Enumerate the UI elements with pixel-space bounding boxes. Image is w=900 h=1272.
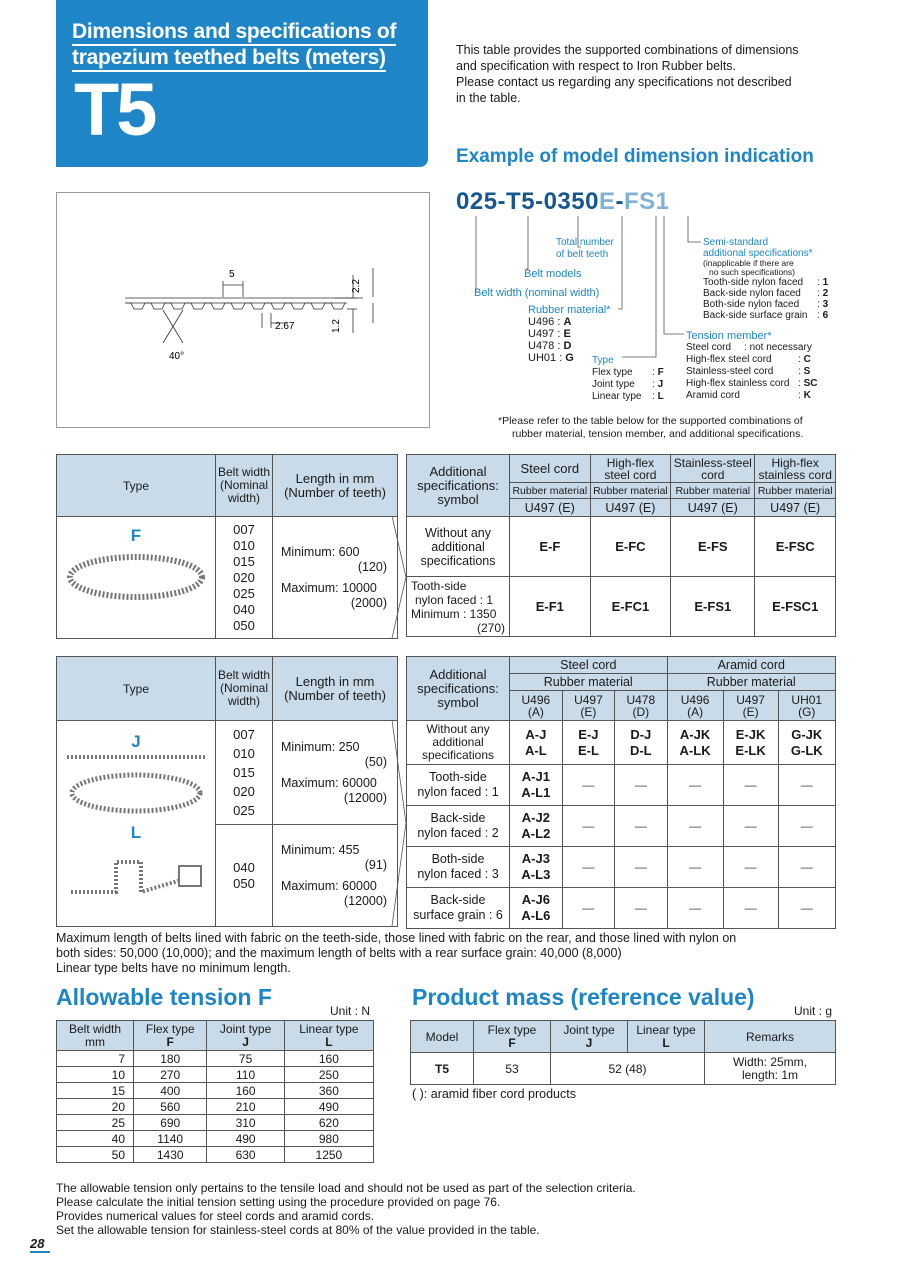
h-remarks: Remarks bbox=[705, 1021, 836, 1053]
dash-cell: — bbox=[615, 806, 667, 847]
rubber-item: UH01 : G bbox=[528, 352, 574, 364]
footer-line: The allowable tension only pertains to the tensile load and should not be used as part of the selection criteria. bbox=[56, 1181, 636, 1195]
tension-row: 25 690 310 620 bbox=[57, 1115, 374, 1131]
belt-profile-drawing bbox=[57, 193, 429, 427]
code-cell: A-J A-L bbox=[510, 721, 563, 765]
intro-line: in the table. bbox=[456, 91, 521, 105]
tension-title-f: F bbox=[257, 984, 272, 1010]
mass-unit: Unit : g bbox=[794, 1004, 833, 1018]
h-linear: Linear type L bbox=[628, 1021, 705, 1053]
table-f-left bbox=[56, 454, 398, 639]
widths-f: 007 010 015 020 025 040 050 bbox=[216, 517, 273, 639]
intro-line: This table provides the supported combinations of dimensions bbox=[456, 43, 799, 57]
note-line: Linear type belts have no minimum length. bbox=[56, 961, 291, 975]
code-cell: E-JK E-LK bbox=[723, 721, 778, 765]
length-f: Minimum: 600 (120) Maximum: 10000 (2000) bbox=[273, 517, 398, 639]
code-cell: E-F bbox=[510, 517, 591, 577]
h-steel-cord: Steel cord bbox=[510, 657, 668, 674]
tension-row: 40 1140 490 980 bbox=[57, 1131, 374, 1147]
type-jl-cell bbox=[57, 721, 216, 927]
note-line: rubber material, tension member, and additional specifications. bbox=[512, 428, 804, 440]
intro-line: and specification with respect to Iron Rubber belts. bbox=[456, 59, 737, 73]
h-type: Type bbox=[57, 657, 216, 721]
row-label: Without any additional specifications bbox=[407, 721, 510, 765]
h-additional: Additional specifications: symbol bbox=[407, 455, 510, 517]
code-rubber: E bbox=[598, 188, 616, 215]
h-flex: Flex type F bbox=[474, 1021, 551, 1053]
type-l-label: L bbox=[130, 823, 142, 842]
semi-standard-list bbox=[703, 237, 828, 321]
dim-angle: 40° bbox=[169, 351, 185, 362]
mass-table bbox=[410, 1020, 836, 1085]
dash-cell: — bbox=[778, 847, 835, 888]
row-tooth-side bbox=[407, 765, 836, 806]
type-list bbox=[592, 355, 664, 403]
semi-item: Back-side surface grain : 6 bbox=[703, 310, 829, 321]
tension-item: Steel cord : not necessary bbox=[686, 342, 812, 353]
h-rubber: Rubber material bbox=[755, 483, 836, 499]
mass-row bbox=[411, 1053, 836, 1085]
model-title: T5 bbox=[74, 68, 155, 151]
dash-cell: — bbox=[667, 847, 723, 888]
mass-model: T5 bbox=[411, 1053, 474, 1085]
type-j-label: J bbox=[131, 732, 141, 751]
mass-joint-linear: 52 (48) bbox=[551, 1053, 705, 1085]
label-line: of belt teeth bbox=[556, 249, 609, 260]
label-total-teeth bbox=[556, 237, 614, 261]
h-joint: Joint type J bbox=[207, 1021, 284, 1051]
profile-diagram bbox=[56, 192, 430, 428]
belt-j-image bbox=[61, 749, 211, 821]
table-jl-left bbox=[56, 656, 398, 927]
label-belt-models: Belt models bbox=[524, 268, 582, 280]
row-surface-grain bbox=[407, 888, 836, 929]
h-type: Type bbox=[57, 455, 216, 517]
h-rubber-u497: U497 (E) bbox=[510, 499, 591, 517]
h-steel-cord: Steel cord bbox=[510, 455, 591, 483]
row-label: Back-side nylon faced : 2 bbox=[407, 806, 510, 847]
code-cell: E-FSC bbox=[755, 517, 836, 577]
semi-item: Back-side nylon faced : 2 bbox=[703, 288, 829, 299]
row-label: Both-side nylon faced : 3 bbox=[407, 847, 510, 888]
tension-row: 50 1430 630 1250 bbox=[57, 1147, 374, 1163]
h-rubber-u497: U497 (E) bbox=[562, 691, 614, 721]
header-title-line1: Dimensions and specifications of bbox=[72, 20, 396, 46]
dash-cell: — bbox=[723, 765, 778, 806]
footer-notes bbox=[56, 1181, 856, 1237]
dash-cell: — bbox=[778, 888, 835, 929]
header-title bbox=[72, 20, 396, 72]
row-both-side bbox=[407, 847, 836, 888]
h-width: Belt width (Nominal width) bbox=[216, 455, 273, 517]
h-rubber: Rubber material bbox=[667, 674, 835, 691]
h-rubber-u496: U496 (A) bbox=[667, 691, 723, 721]
dim-height: 2.2 bbox=[351, 279, 362, 293]
belt-l-image bbox=[61, 840, 211, 910]
mass-flex: 53 bbox=[474, 1053, 551, 1085]
code-cell: A-JK A-LK bbox=[667, 721, 723, 765]
h-width: Belt width (Nominal width) bbox=[216, 657, 273, 721]
semi-item: Both-side nylon faced : 3 bbox=[703, 299, 829, 310]
mass-note: ( ): aramid fiber cord products bbox=[412, 1087, 576, 1101]
footer-line: Set the allowable tension for stainless-steel cords at 80% of the value provided in the table. bbox=[56, 1223, 540, 1237]
semi-title: Semi-standard bbox=[703, 237, 769, 248]
code-cell: E-F1 bbox=[510, 577, 591, 637]
row-label: Without any additional specifications bbox=[407, 517, 510, 577]
dim-tooth: 1.2 bbox=[331, 319, 342, 333]
footer-line: Provides numerical values for steel cords and aramid cords. bbox=[56, 1209, 375, 1223]
dash-cell: — bbox=[778, 765, 835, 806]
example-footnote bbox=[498, 415, 843, 441]
h-rubber: Rubber material bbox=[510, 483, 591, 499]
h-rubber-u478: U478 (D) bbox=[615, 691, 667, 721]
note-line: Maximum length of belts lined with fabric on the teeth-side, those lined with fabric on the rear, and those lined with nylon on bbox=[56, 931, 737, 945]
widths-l: 040 050 bbox=[216, 825, 273, 927]
tension-row: 20 560 210 490 bbox=[57, 1099, 374, 1115]
intro-line: Please contact us regarding any specifications not described bbox=[456, 75, 792, 89]
tension-row: 15 400 160 360 bbox=[57, 1083, 374, 1099]
header-title-line2: trapezium teethed belts (meters) bbox=[72, 46, 386, 72]
belt-f-image bbox=[61, 543, 211, 613]
intro-text bbox=[456, 42, 856, 106]
dash-cell: — bbox=[723, 888, 778, 929]
code-cell: G-JK G-LK bbox=[778, 721, 835, 765]
type-item: Flex type : F bbox=[592, 367, 664, 378]
code-sep: - bbox=[535, 188, 544, 215]
type-item: Linear type : L bbox=[592, 391, 664, 402]
dash-cell: — bbox=[615, 888, 667, 929]
h-joint: Joint type J bbox=[551, 1021, 628, 1053]
code-cell: A-J2 A-L2 bbox=[510, 806, 563, 847]
dash-cell: — bbox=[723, 847, 778, 888]
tension-member-list bbox=[686, 330, 817, 402]
rubber-title: Rubber material* bbox=[528, 304, 611, 316]
semi-title: additional specifications* bbox=[703, 248, 813, 259]
code-tension: FS bbox=[623, 188, 656, 215]
code-cell: E-FS1 bbox=[671, 577, 755, 637]
dash-cell: — bbox=[562, 765, 614, 806]
rubber-item: U478 : D bbox=[528, 340, 572, 352]
h-rubber-u496: U496 (A) bbox=[510, 691, 563, 721]
code-cell: A-J6 A-L6 bbox=[510, 888, 563, 929]
h-length: Length in mm (Number of teeth) bbox=[273, 657, 398, 721]
note-line: *Please refer to the table below for the supported combinations of bbox=[498, 415, 803, 427]
note-line: both sides: 50,000 (10,000); and the maximum length of belts with a rear surface grain: 40,000 (8,000) bbox=[56, 946, 622, 960]
mass-title: Product mass (reference value) bbox=[412, 984, 755, 1010]
mass-remarks: Width: 25mm, length: 1m bbox=[705, 1053, 836, 1085]
h-length: Length in mm (Number of teeth) bbox=[273, 455, 398, 517]
semi-note: (inapplicable if there are bbox=[703, 258, 794, 268]
type-f-label: F bbox=[130, 526, 142, 545]
code-sep: - bbox=[497, 188, 507, 215]
tension-title: Tension member* bbox=[686, 330, 772, 342]
dash-cell: — bbox=[615, 765, 667, 806]
dim-width: 2.67 bbox=[275, 321, 295, 332]
tension-row: 7 180 75 160 bbox=[57, 1051, 374, 1067]
code-model: T5 bbox=[506, 188, 536, 215]
tension-item: High-flex stainless cord : SC bbox=[686, 378, 818, 389]
footer-line: Please calculate the initial tension setting using the procedure provided on page 76. bbox=[56, 1195, 501, 1209]
h-rubber: Rubber material bbox=[671, 483, 755, 499]
h-additional: Additional specifications: symbol bbox=[407, 657, 510, 721]
page-number: 28 bbox=[30, 1236, 50, 1253]
h-rubber-u497: U497 (E) bbox=[671, 499, 755, 517]
dash-cell: — bbox=[667, 765, 723, 806]
semi-note: no such specifications) bbox=[709, 267, 795, 277]
h-rubber-uh01: UH01 (G) bbox=[778, 691, 835, 721]
code-cell: E-FS bbox=[671, 517, 755, 577]
length-l: Minimum: 455 (91) Maximum: 60000 (12000) bbox=[273, 825, 398, 927]
code-cell: A-J3 A-L3 bbox=[510, 847, 563, 888]
code-cell: E-FC bbox=[590, 517, 671, 577]
tension-row: 10 270 110 250 bbox=[57, 1067, 374, 1083]
dash-cell: — bbox=[667, 888, 723, 929]
tension-item: High-flex steel cord : C bbox=[686, 354, 811, 365]
h-rubber-u497: U497 (E) bbox=[723, 691, 778, 721]
code-cell: D-J D-L bbox=[615, 721, 667, 765]
h-highflex-stainless: High-flex stainless cord bbox=[755, 455, 836, 483]
tension-item: Aramid cord : K bbox=[686, 390, 811, 401]
code-sep: - bbox=[615, 188, 624, 215]
code-cell: A-J1 A-L1 bbox=[510, 765, 563, 806]
code-width: 025 bbox=[456, 188, 498, 215]
code-teeth: 0350 bbox=[543, 188, 599, 215]
widths-j: 007 010 015 020 025 bbox=[216, 721, 273, 825]
code-cell: E-J E-L bbox=[562, 721, 614, 765]
h-rubber-u497: U497 (E) bbox=[590, 499, 671, 517]
tension-table bbox=[56, 1020, 374, 1163]
h-rubber: Rubber material bbox=[590, 483, 671, 499]
row-label: Tooth-side nylon faced : 1 bbox=[407, 765, 510, 806]
tension-title bbox=[56, 984, 272, 1011]
header-banner bbox=[56, 0, 428, 167]
dash-cell: — bbox=[723, 806, 778, 847]
length-j: Minimum: 250 (50) Maximum: 60000 (12000) bbox=[273, 721, 398, 825]
tension-unit: Unit : N bbox=[330, 1004, 371, 1018]
h-highflex-steel: High-flex steel cord bbox=[590, 455, 671, 483]
tension-item: Stainless-steel cord : S bbox=[686, 366, 811, 377]
row-no-additional bbox=[407, 721, 836, 765]
h-flex: Flex type F bbox=[134, 1021, 207, 1051]
code-additional: 1 bbox=[655, 188, 670, 215]
dash-cell: — bbox=[562, 888, 614, 929]
code-cell: E-FSC1 bbox=[755, 577, 836, 637]
dash-cell: — bbox=[562, 806, 614, 847]
max-length-note bbox=[56, 931, 856, 976]
h-aramid-cord: Aramid cord bbox=[667, 657, 835, 674]
row-back-side bbox=[407, 806, 836, 847]
row-label: Back-side surface grain : 6 bbox=[407, 888, 510, 929]
dash-cell: — bbox=[778, 806, 835, 847]
rubber-item: U497 : E bbox=[528, 328, 571, 340]
dash-cell: — bbox=[667, 806, 723, 847]
type-item: Joint type : J bbox=[592, 379, 664, 390]
row-label: Tooth-side nylon faced : 1 Minimum : 1350 (270) bbox=[407, 577, 510, 637]
dim-pitch: 5 bbox=[229, 269, 235, 280]
dash-cell: — bbox=[615, 847, 667, 888]
dash-cell: — bbox=[562, 847, 614, 888]
h-stainless: Stainless-steel cord bbox=[671, 455, 755, 483]
table-jl-right bbox=[406, 656, 836, 929]
rubber-item: U496 : A bbox=[528, 316, 572, 328]
example-title: Example of model dimension indication bbox=[456, 146, 814, 167]
h-rubber-u497: U497 (E) bbox=[755, 499, 836, 517]
type-f-cell bbox=[57, 517, 216, 639]
label-belt-width: Belt width (nominal width) bbox=[474, 287, 600, 299]
h-model: Model bbox=[411, 1021, 474, 1053]
h-belt-width: Belt width mm bbox=[57, 1021, 134, 1051]
type-title: Type bbox=[592, 355, 614, 366]
tension-title-text: Allowable tension bbox=[56, 984, 252, 1010]
h-rubber: Rubber material bbox=[510, 674, 668, 691]
table-f-right bbox=[406, 454, 836, 637]
semi-item: Tooth-side nylon faced : 1 bbox=[703, 277, 829, 288]
code-cell: E-FC1 bbox=[590, 577, 671, 637]
label-line: Total number bbox=[556, 237, 614, 248]
h-linear: Linear type L bbox=[284, 1021, 373, 1051]
